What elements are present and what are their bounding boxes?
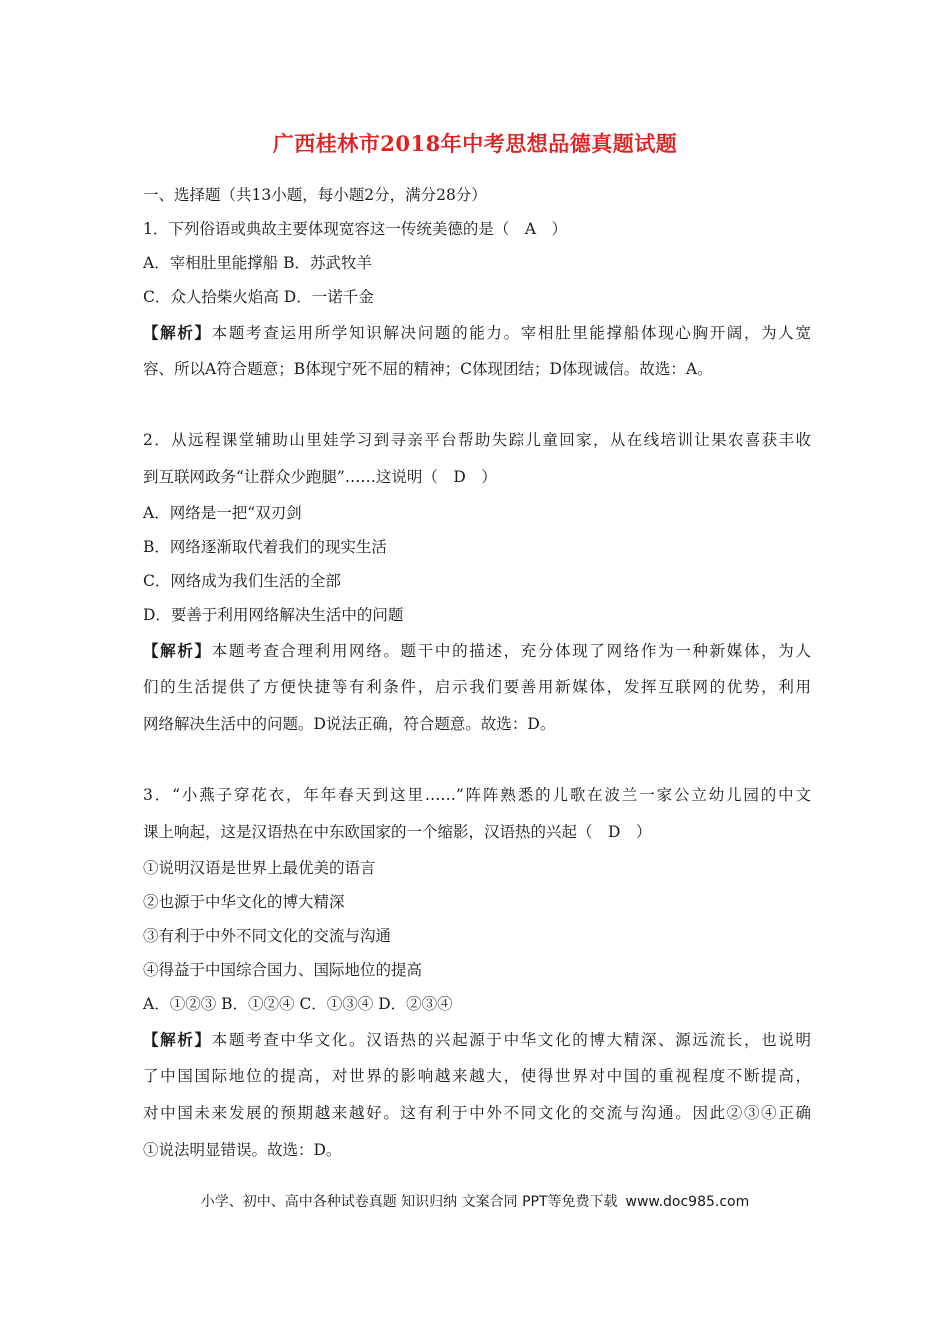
analysis-line: ①说法明显错误。故选：D。 (143, 1141, 342, 1159)
option-line: ①说明汉语是世界上最优美的语言 (143, 859, 376, 877)
analysis-label: 【解析】 (143, 1030, 212, 1049)
option-line: A．①②③ B．①②④ C．①③④ D．②③④ (143, 995, 453, 1013)
section-header: 一、选择题（共13小题，每小题2分，满分28分） (143, 186, 487, 204)
analysis-line (143, 314, 811, 351)
question-stem: 课上响起，这是汉语热在中东欧国家的一个缩影，汉语热的兴起（ D ） (143, 823, 652, 841)
question-2 (143, 422, 811, 743)
document-body (143, 178, 811, 1169)
analysis-label: 【解析】 (143, 323, 212, 342)
option-line: ③有利于中外不同文化的交流与沟通 (143, 927, 392, 945)
question-3 (143, 777, 811, 1169)
question-stem: 到互联网政务“让群众少跑腿”……这说明（ D ） (143, 468, 497, 486)
question-1 (143, 212, 811, 388)
option-line: C．众人拾柴火焰高 D．一诺千金 (143, 288, 374, 306)
footer-url[interactable]: www.doc985.com (625, 1194, 750, 1210)
analysis-line (143, 632, 811, 669)
analysis-text: 本题考查合理利用网络。题干中的描述，充分体现了网络作为一种新媒体，为人 (211, 642, 811, 660)
page-title: 广西桂林市2018年中考思想品德真题试题 (272, 131, 678, 156)
option-line: A．网络是一把“双刃剑 (143, 504, 302, 522)
analysis-text: 本题考查运用所学知识解决问题的能力。宰相肚里能撑船体现心胸开阔，为人宽 (211, 324, 811, 342)
option-line: ②也源于中华文化的博大精深 (143, 893, 345, 911)
question-stem: 1．下列俗语或典故主要体现宽容这一传统美德的是（ A ） (143, 220, 568, 238)
question-stem: 3．“小燕子穿花衣，年年春天到这里……”阵阵熟悉的儿歌在波兰一家公立幼儿园的中文 (143, 786, 811, 804)
spacer (143, 743, 811, 777)
analysis-line: 网络解决生活中的问题。D说法正确，符合题意。故选：D。 (143, 715, 556, 733)
option-line: C．网络成为我们生活的全部 (143, 572, 341, 590)
analysis-line: 了中国国际地位的提高，对世界的影响越来越大，使得世界对中国的重视程度不断提高， (143, 1067, 811, 1085)
analysis-line (143, 1021, 811, 1058)
analysis-line: 们的生活提供了方便快捷等有利条件，启示我们要善用新媒体，发挥互联网的优势，利用 (143, 678, 811, 696)
analysis-line: 容、所以A符合题意；B体现宁死不屈的精神；C体现团结；D体现诚信。故选：A。 (143, 360, 713, 378)
option-line: B．网络逐渐取代着我们的现实生活 (143, 538, 387, 556)
option-line: ④得益于中国综合国力、国际地位的提高 (143, 961, 423, 979)
question-stem: 2．从远程课堂辅助山里娃学习到寻亲平台帮助失踪儿童回家，从在线培训让果农喜获丰收 (143, 431, 811, 449)
footer-text: 小学、初中、高中各种试卷真题 知识归纳 文案合同 PPT等免费下载 (200, 1194, 618, 1210)
analysis-text: 本题考查中华文化。汉语热的兴起源于中华文化的博大精深、源远流长，也说明 (211, 1031, 811, 1049)
page-footer (0, 1191, 950, 1211)
option-line: A．宰相肚里能撑船 B．苏武牧羊 (143, 254, 373, 272)
option-line: D．要善于利用网络解决生活中的问题 (143, 606, 404, 624)
analysis-line: 对中国未来发展的预期越来越好。这有利于中外不同文化的交流与沟通。因此②③④正确 (143, 1104, 811, 1122)
analysis-label: 【解析】 (143, 641, 212, 660)
spacer (143, 388, 811, 422)
